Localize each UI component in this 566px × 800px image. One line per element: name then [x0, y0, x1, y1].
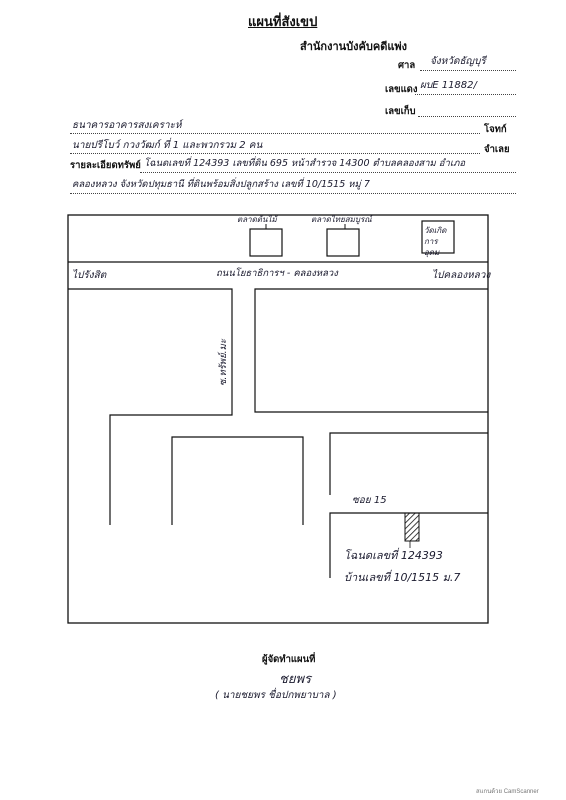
- soi-label: ซ.ทรัพย์.มะ: [218, 338, 230, 387]
- house-number-label: บ้านเลขที่ 10/1515 ม.7: [344, 571, 461, 584]
- scanner-watermark: สแกนด้วย CamScanner: [476, 789, 539, 795]
- property-marker: [405, 513, 419, 541]
- office-name: สำนักงานบังคับคดีแพ่ง: [300, 41, 408, 53]
- plaintiff-value: ธนาคารอาคารสงเคราะห์: [72, 120, 182, 131]
- property-line-1-text: โฉนดเลขที่ 124393 เลขที่ดิน 695 หน้าสำรวจ 14300 ตำบลคลองสาม อำเภอ: [144, 158, 466, 169]
- lower-left-block: [172, 437, 303, 525]
- defendant-label: จำเลย: [484, 144, 510, 155]
- main-road-south-edge-left: [68, 289, 232, 525]
- plaintiff-label: โจทก์: [484, 124, 507, 135]
- court-value: จังหวัดธัญบุรี: [430, 56, 486, 67]
- right-direction-label: ไปคลองหลวง: [432, 270, 491, 281]
- market-box: [327, 229, 359, 256]
- tree-lot-box: [250, 229, 282, 256]
- storage-number-label: เลขเก็บ: [385, 106, 416, 117]
- left-direction-label: ไปรังสิต: [72, 270, 107, 281]
- case-number-value: ผบE 11882/: [420, 80, 477, 91]
- property-label: รายละเอียดทรัพย์: [70, 160, 141, 171]
- defendant-value: นายปรีโบว์ กวงวัฒก์ ที่ 1 และพวกรวม 2 คน: [72, 140, 263, 151]
- property-line-2-text: คลองหลวง จังหวัดปทุมธานี ที่ดินพร้อมสิ่งปลูกสร้าง เลขที่ 10/1515 หมู่ 7: [72, 179, 370, 190]
- side-street-label: ซอย 15: [352, 495, 387, 506]
- main-road-south-edge-right: [255, 289, 488, 412]
- court-label: ศาล: [398, 60, 416, 71]
- case-number-label: เลขแดง: [385, 84, 418, 95]
- market-label: ตลาดไทยสมบูรณ์: [311, 215, 372, 224]
- signature: ชยพร: [279, 672, 311, 687]
- temple-label: วัดเกิดการอุดม: [424, 226, 447, 257]
- page-title: แผนที่สังเขป: [248, 14, 318, 29]
- map-maker-label: ผู้จัดทำแผนที่: [262, 654, 316, 665]
- main-road-label: ถนนโยธาธิการฯ - คลองหลวง: [216, 268, 338, 279]
- printed-name: ( นายชยพร ชื่อปกพยาบาล ): [215, 690, 337, 701]
- deed-label: โฉนดเลขที่ 124393: [344, 549, 443, 562]
- lower-right-block: [330, 433, 488, 495]
- tree-lot-label: ตลาดต้นไม้: [237, 215, 277, 224]
